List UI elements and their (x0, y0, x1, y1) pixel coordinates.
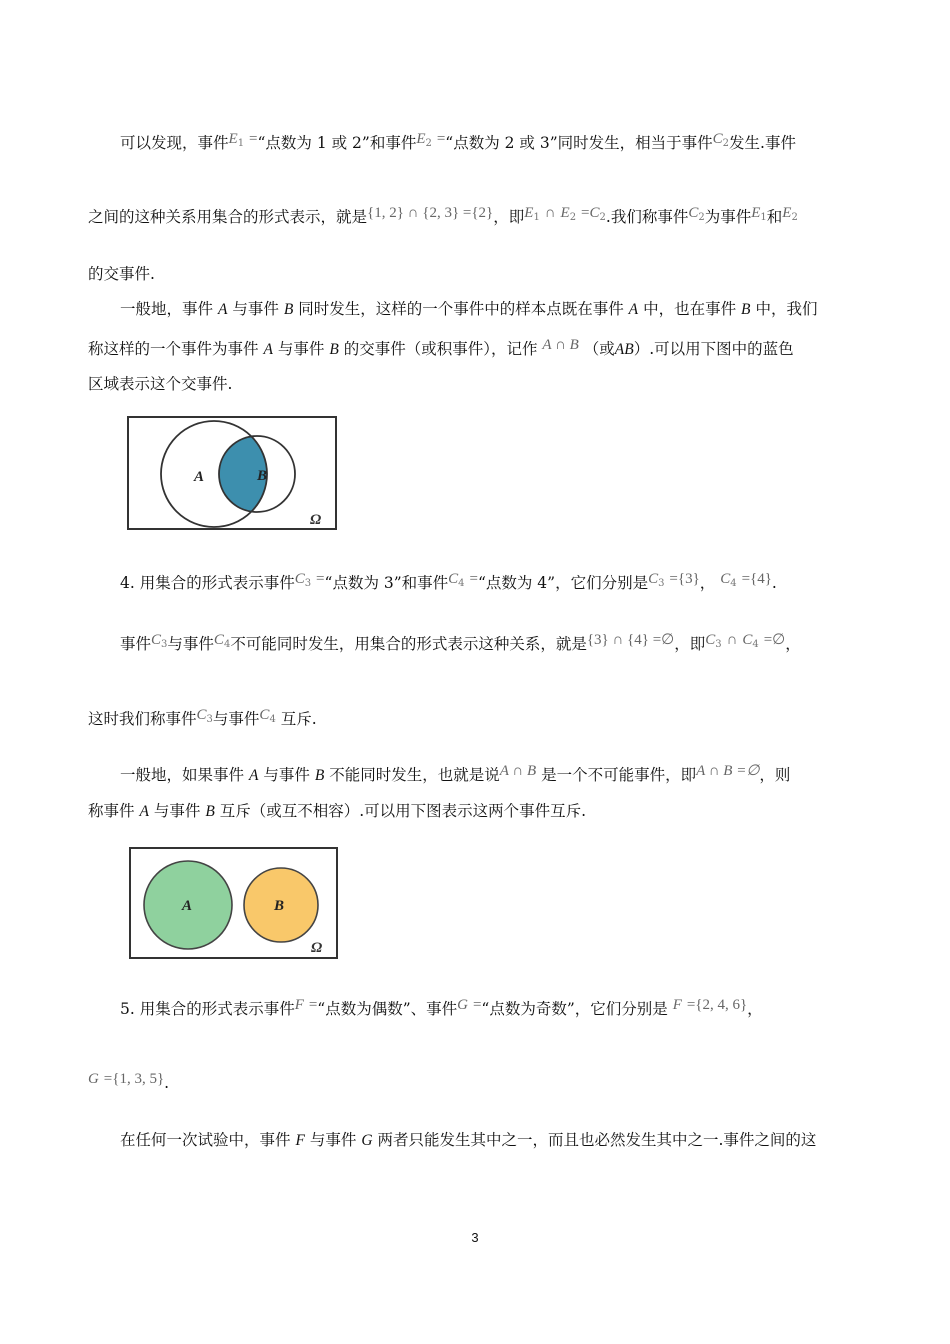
text-line-10: 一般地，如果事件 A 与事件 B 不能同时发生，也就是说A ∩ B 是一个不可能事件，即A ∩ B =∅，则 (120, 763, 791, 784)
text-line-2: 之间的这种关系用集合的形式表示，就是{1, 2} ∩ {2, 3} ={2}，即$E_1$ ∩ $E_2 =C_2$.我们称事件$C_2$为事件$E_1$和$E_2$ (88, 205, 798, 226)
text-line-6: 区域表示这个交事件. (88, 375, 233, 393)
text-line-1: 可以发现，事件$E_1$ =“点数为 1 或 2”和事件$E_2$ =“点数为 2 或 3”同时发生，相当于事件$C_2$发生.事件 (120, 131, 796, 152)
label-omega: Ω (311, 940, 323, 956)
label-a: A (194, 469, 205, 485)
label-b: B (274, 898, 285, 914)
text-line-7: 4. 用集合的形式表示事件$C_3$ =“点数为 3”和事件$C_4$ =“点数为 4”，它们分别是$C_3 =\{3\}$， $C_4 =\{4\}$. (120, 571, 777, 592)
venn-mutually-exclusive-diagram (128, 846, 340, 960)
label-a: A (182, 898, 193, 914)
venn-intersection-diagram (126, 414, 340, 532)
text-line-13: G ={1, 3, 5}. (88, 1071, 170, 1092)
page-number: 3 (471, 1230, 479, 1245)
text-line-3: 的交事件. (88, 265, 155, 283)
label-b: B (257, 468, 268, 484)
text-line-14: 在任何一次试验中，事件 F 与事件 G 两者只能发生其中之一，而且也必然发生其中之一.事件之间的这 (120, 1131, 817, 1149)
text-line-8: 事件$C_3$与事件$C_4$不可能同时发生，用集合的形式表示这种关系，就是{3} ∩ {4} =∅，即$C_3$ ∩ $C_4$ =∅， (120, 632, 801, 653)
text-line-4: 一般地，事件 A 与事件 B 同时发生，这样的一个事件中的样本点既在事件 A 中，也在事件 B 中，我们 (120, 300, 818, 318)
label-omega: Ω (310, 512, 322, 528)
text-line-12: 5. 用集合的形式表示事件F =“点数为偶数”、事件G =“点数为奇数”，它们分别是 F ={2, 4, 6}， (120, 997, 763, 1018)
text-line-9: 这时我们称事件$C_3$与事件$C_4$ 互斥. (88, 707, 317, 728)
text-line-5: 称这样的一个事件为事件 A 与事件 B 的交事件（或积事件），记作 A ∩ B （或AB）.可以用下图中的蓝色 (88, 337, 794, 358)
text-line-11: 称事件 A 与事件 B 互斥（或互不相容）.可以用下图表示这两个事件互斥. (88, 802, 587, 820)
